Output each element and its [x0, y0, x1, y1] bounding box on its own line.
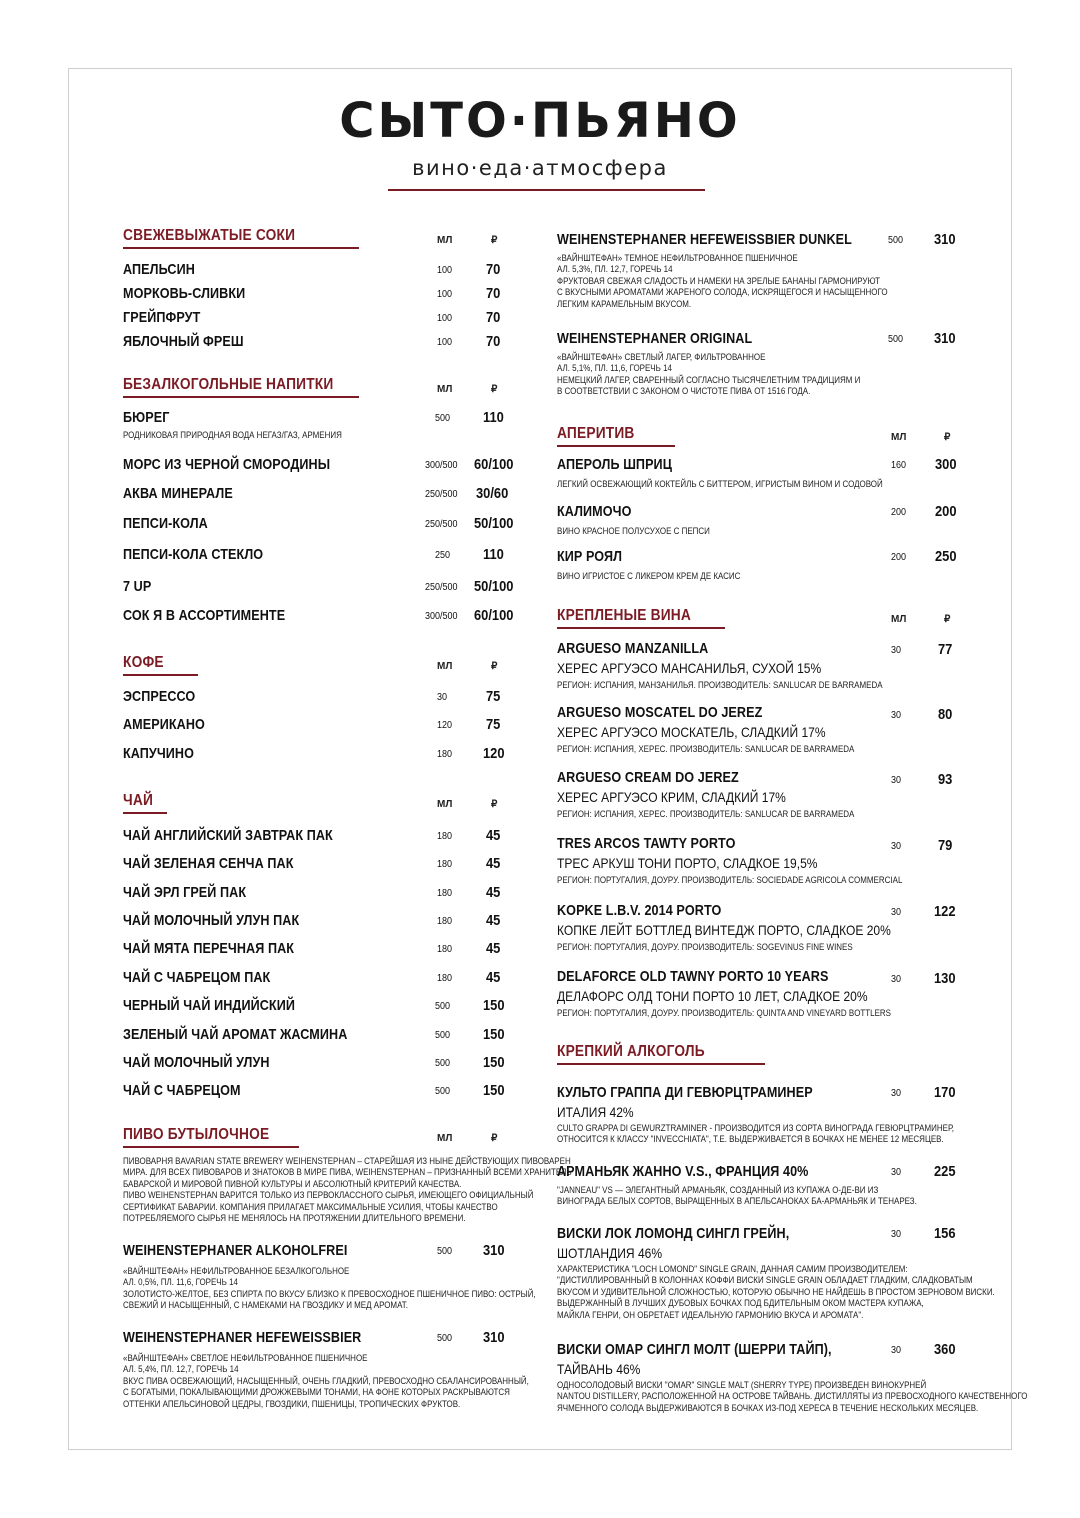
- menu-item: [123, 409, 384, 441]
- item-price: 50/100: [474, 515, 514, 532]
- item-volume: 180: [437, 749, 453, 760]
- menu-item: [123, 456, 370, 474]
- item-description: РЕГИОН: ПОРТУГАЛИЯ, ДОУРУ. ПРОИЗВОДИТЕЛЬ: QUINTA AND VINEYARD BOTTLERS: [557, 1008, 891, 1019]
- item-volume: 200: [891, 552, 907, 563]
- item-volume: 180: [437, 888, 453, 899]
- item-description: АЛ. 5,3%, ПЛ. 12,7, ГОРЕЧЬ 14: [557, 264, 673, 276]
- col-rub-header: ₽: [944, 614, 951, 625]
- item-description: "ДИСТИЛЛИРОВАННЫЙ В КОЛОННАХ КОФФИ ВИСКИ SINGLE GRAIN ОБЛАДАЕТ ГЛАДКИМ, СЛАДКОВАТЫМ: [557, 1275, 973, 1287]
- section-underline: [123, 1146, 299, 1148]
- section-title: СВЕЖЕВЫЖАТЫЕ СОКИ: [123, 227, 296, 244]
- item-description: NANTOU DISTILLERY, РАСПОЛОЖЕННОЙ НА ОСТРОВЕ ТАЙВАНЬ. ДИСТИЛЛЯТЫ ИЗ ПРЕВОСХОДНОГО КАЧЕСТВЕННОГО: [557, 1391, 1028, 1403]
- item-volume: 500: [437, 1246, 453, 1257]
- item-price: 45: [486, 827, 501, 844]
- item-name: ARGUESO MOSCATEL DO JEREZ: [557, 704, 763, 721]
- item-description: РЕГИОН: ИСПАНИЯ, МАНЗАНИЛЬЯ. ПРОИЗВОДИТЕЛЬ: SANLUCAR DE BARRAMEDA: [557, 680, 883, 691]
- item-price: 170: [934, 1084, 956, 1101]
- col-rub-header: ₽: [491, 235, 498, 246]
- menu-item: [557, 1225, 1078, 1321]
- item-volume: 30: [891, 1167, 902, 1178]
- item-name: ПЕПСИ-КОЛА: [123, 515, 208, 532]
- item-name: ЧАЙ С ЧАБРЕЦОМ ПАК: [123, 969, 271, 986]
- item-volume: 300/500: [425, 460, 458, 471]
- item-volume: 100: [437, 313, 453, 324]
- menu-item: [123, 745, 208, 763]
- col-ml-header: МЛ: [437, 799, 453, 810]
- item-name: ЗЕЛЕНЫЙ ЧАЙ АРОМАТ ЖАСМИНА: [123, 1026, 348, 1043]
- section-underline: [123, 674, 198, 676]
- item-name: СОК Я В АССОРТИМЕНТЕ: [123, 607, 286, 624]
- item-volume: 30: [891, 775, 902, 786]
- menu-item: [123, 912, 333, 930]
- item-volume: 300/500: [425, 611, 458, 622]
- item-name: ГРЕЙПФРУТ: [123, 309, 201, 326]
- item-price: 45: [486, 855, 501, 872]
- item-name: ЧАЙ МЯТА ПЕРЕЧНАЯ ПАК: [123, 940, 295, 957]
- item-description: CULTO GRAPPA DI GEWURZTRAMINER - ПРОИЗВОДИТСЯ ИЗ СОРТА ВИНОГРАДА ГЕВЮРЦТРАМИНЕР,: [557, 1123, 954, 1134]
- item-description: «ВАЙНШТЕФАН» СВЕТЛЫЙ ЛАГЕР, ФИЛЬТРОВАННОЕ: [557, 352, 766, 363]
- intro-line: ПИВОВАРНЯ BAVARIAN STATE BREWERY WEIHENSTEPHAN – СТАРЕЙШАЯ ИЗ НЫНЕ ДЕЙСТВУЮЩИХ ПИВОВАРЕН: [123, 1156, 571, 1167]
- item-name: ЧЕРНЫЙ ЧАЙ ИНДИЙСКИЙ: [123, 997, 295, 1014]
- item-price: 225: [934, 1163, 956, 1180]
- item-price: 70: [486, 261, 501, 278]
- section-title: КОФЕ: [123, 654, 164, 671]
- menu-item: [557, 548, 775, 582]
- item-price: 50/100: [474, 578, 514, 595]
- item-name: 7 UP: [123, 578, 152, 595]
- col-ml-header: МЛ: [437, 384, 453, 395]
- item-volume: 250/500: [425, 582, 458, 593]
- item-description: «ВАЙНШТЕФАН» НЕФИЛЬТРОВАННОЕ БЕЗАЛКОГОЛЬНОЕ: [123, 1266, 350, 1277]
- item-price: 70: [486, 309, 501, 326]
- item-price: 310: [483, 1329, 505, 1346]
- menu-item: [123, 855, 326, 873]
- item-price: 30/60: [476, 485, 509, 502]
- menu-item: [123, 997, 328, 1015]
- col-rub-header: ₽: [491, 384, 498, 395]
- item-price: 150: [483, 1054, 505, 1071]
- item-name: МОРС ИЗ ЧЕРНОЙ СМОРОДИНЫ: [123, 456, 331, 473]
- col-rub-header: ₽: [491, 661, 498, 672]
- item-volume: 30: [437, 692, 448, 703]
- item-price: 110: [483, 546, 504, 563]
- item-description: ЛЕГКИЙ ОСВЕЖАЮЩИЙ КОКТЕЙЛЬ С БИТТЕРОМ, ИГРИСТЫМ ВИНОМ И СОДОВОЙ: [557, 479, 883, 490]
- item-price: 75: [486, 716, 501, 733]
- item-description: ОТНОСИТСЯ К КЛАССУ "INVECCHIATA", Т.Е. ВЫДЕРЖИВАЕТСЯ В БОЧКАХ НЕ МЕНЕЕ 12 МЕСЯЦЕВ.: [557, 1134, 944, 1146]
- menu-item: [123, 607, 316, 625]
- item-name: DELAFORCE OLD TAWNY PORTO 10 YEARS: [557, 968, 829, 985]
- item-volume: 30: [891, 1088, 902, 1099]
- item-description: ЛЕГКИМ КАРАМЕЛЬНЫМ ВКУСОМ.: [557, 298, 692, 310]
- item-volume: 180: [437, 916, 453, 927]
- item-price: 310: [934, 330, 956, 347]
- item-volume: 160: [891, 460, 907, 471]
- menu-item: [557, 640, 945, 691]
- intro-line: ПОТРЕБЛЯЕМОГО СЫРЬЯ НЕ МЕНЯЛОСЬ НА ПРОТЯЖЕНИИ ДЛИТЕЛЬНОГО ВРЕМЕНИ.: [123, 1213, 466, 1225]
- item-volume: 30: [891, 1345, 902, 1356]
- item-subtitle: ХЕРЕС АРГУЭСО КРИМ, СЛАДКИЙ 17%: [557, 789, 786, 805]
- item-price: 150: [483, 997, 505, 1014]
- item-volume: 120: [437, 720, 453, 731]
- item-name: ЧАЙ С ЧАБРЕЦОМ: [123, 1082, 241, 1099]
- item-name: TRES ARCOS TAWTY PORTO: [557, 835, 736, 852]
- menu-item: [123, 940, 327, 958]
- item-volume: 200: [891, 507, 907, 518]
- menu-item: [557, 769, 911, 820]
- item-name: КАЛИМОЧО: [557, 503, 632, 520]
- item-volume: 500: [888, 334, 904, 345]
- menu-item: [557, 330, 918, 398]
- col-ml-header: МЛ: [891, 432, 907, 443]
- item-volume: 500: [435, 1001, 451, 1012]
- item-volume: 30: [891, 974, 902, 985]
- item-price: 250: [935, 548, 957, 565]
- item-price: 130: [934, 970, 956, 987]
- item-volume: 500: [435, 413, 451, 424]
- menu-item: [123, 884, 270, 902]
- item-price: 310: [483, 1242, 505, 1259]
- menu-item: [123, 285, 269, 303]
- menu-item: [123, 578, 157, 596]
- item-price: 75: [486, 688, 501, 705]
- section-title: ПИВО БУТЫЛОЧНОЕ: [123, 1126, 270, 1143]
- col-rub-header: ₽: [944, 432, 951, 443]
- item-name: КАПУЧИНО: [123, 745, 195, 762]
- item-description: РОДНИКОВАЯ ПРИРОДНАЯ ВОДА НЕГАЗ/ГАЗ, АРМЕНИЯ: [123, 430, 342, 441]
- item-description: "JANNEAU" VS — ЭЛЕГАНТНЫЙ АРМАНЬЯК, СОЗДАННЫЙ ИЗ КУПАЖА О-ДЕ-ВИ ИЗ: [557, 1185, 879, 1196]
- intro-line: СЕРТИФИКАТ БАВАРИИ. КОМПАНИЯ ПРИЛАГАЕТ МАКСИМАЛЬНЫЕ УСИЛИЯ, ЧТОБЫ КАЧЕСТВО: [123, 1201, 498, 1213]
- item-name: ЧАЙ ЗЕЛЕНАЯ СЕНЧА ПАК: [123, 855, 294, 872]
- section-spirits: [557, 1043, 765, 1065]
- item-subtitle: КОПКЕ ЛЕЙТ БОТТЛЕД ВИНТЕДЖ ПОРТО, СЛАДКОЕ 20%: [557, 922, 891, 938]
- item-name: WEIHENSTEPHANER ALKOHOLFREI: [123, 1242, 348, 1259]
- item-subtitle: ХЕРЕС АРГУЭСО МАНСАНИЛЬЯ, СУХОЙ 15%: [557, 660, 822, 676]
- item-volume: 250: [435, 550, 451, 561]
- item-price: 45: [486, 912, 501, 929]
- item-description: ФРУКТОВАЯ СВЕЖАЯ СЛАДОСТЬ И НАМЕКИ НА ЗРЕЛЫЕ БАНАНЫ ГАРМОНИРУЮТ: [557, 275, 880, 287]
- item-description: В СООТВЕТСТВИИ С ЗАКОНОМ О ЧИСТОТЕ ПИВА ОТ 1516 ГОДА.: [557, 386, 811, 398]
- section-juices: [123, 227, 359, 249]
- item-price: 60/100: [474, 607, 514, 624]
- menu-item: [557, 835, 968, 886]
- item-subtitle: ДЕЛАФОРС ОЛД ТОНИ ПОРТО 10 ЛЕТ, СЛАДКОЕ 20%: [557, 988, 868, 1004]
- item-volume: 500: [435, 1086, 451, 1097]
- section-tea: [123, 792, 167, 814]
- item-price: 60/100: [474, 456, 514, 473]
- intro-line: ПИВО WEIHENSTEPHAN ВАРИТСЯ ТОЛЬКО ИЗ ПЕРВОКЛАССНОГО СЫРЬЯ, ИМЕЮЩЕГО ОФИЦИАЛЬНЫЙ: [123, 1190, 534, 1202]
- menu-item: [123, 546, 290, 564]
- item-price: 110: [483, 409, 504, 426]
- item-name: WEIHENSTEPHANER ORIGINAL: [557, 330, 753, 347]
- item-description: С ВКУСНЫМИ АРОМАТАМИ ЖАРЕНОГО СОЛОДА, ИСКРЯЩЕГОСЯ И НАСЫЩЕННОГО: [557, 287, 888, 299]
- item-description: ЯЧМЕННОГО СОЛОДА ВЫДЕРЖИВАЮТСЯ В БОЧКАХ ИЗ-ПОД ХЕРЕСА В ТЕЧЕНИЕ НЕСКОЛЬКИХ МЕСЯЦЕВ.: [557, 1402, 979, 1414]
- section-underline: [557, 627, 725, 629]
- item-name: ВИСКИ ЛОК ЛОМОНД СИНГЛ ГРЕЙН,: [557, 1225, 790, 1242]
- menu-item: [123, 1329, 606, 1410]
- menu-item: [123, 688, 209, 706]
- item-name: КУЛЬТО ГРАППА ДИ ГЕВЮРЦТРАМИНЕР: [557, 1084, 813, 1101]
- item-description: РЕГИОН: ПОРТУГАЛИЯ, ДОУРУ. ПРОИЗВОДИТЕЛЬ: SOGEVINUS FINE WINES: [557, 942, 853, 953]
- item-volume: 30: [891, 907, 902, 918]
- section-title: КРЕПЛЕНЫЕ ВИНА: [557, 607, 691, 624]
- item-volume: 100: [437, 289, 453, 300]
- item-description: ВИНО ИГРИСТОЕ С ЛИКЕРОМ КРЕМ ДЕ КАСИС: [557, 571, 741, 582]
- item-description: ОДНОСОЛОДОВЫЙ ВИСКИ "OMAR" SINGLE MALT (SHERRY TYPE) ПРОИЗВЕДЕН ВИНОКУРНЕЙ: [557, 1380, 927, 1391]
- item-name: ЧАЙ МОЛОЧНЫЙ УЛУН ПАК: [123, 912, 300, 929]
- section-underline: [123, 247, 359, 249]
- section-underline: [557, 1063, 765, 1065]
- item-volume: 30: [891, 645, 902, 656]
- item-volume: 250/500: [425, 489, 458, 500]
- section-title: КРЕПКИЙ АЛКОГОЛЬ: [557, 1043, 705, 1060]
- item-name: ARGUESO CREAM DO JEREZ: [557, 769, 739, 786]
- item-price: 93: [938, 771, 953, 788]
- item-name: ARGUESO MANZANILLA: [557, 640, 709, 657]
- item-price: 70: [486, 333, 501, 350]
- item-price: 45: [486, 940, 501, 957]
- menu-item: [123, 485, 254, 503]
- item-volume: 180: [437, 831, 453, 842]
- item-volume: 100: [437, 337, 453, 348]
- item-name: КИР РОЯЛ: [557, 548, 623, 565]
- item-description: РЕГИОН: ИСПАНИЯ, ХЕРЕС. ПРОИЗВОДИТЕЛЬ: SANLUCAR DE BARRAMEDA: [557, 809, 855, 820]
- item-price: 122: [934, 903, 956, 920]
- section-aperitif: [557, 425, 675, 447]
- item-price: 77: [938, 641, 953, 658]
- item-description: АЛ. 0,5%, ПЛ. 11,6, ГОРЕЧЬ 14: [123, 1277, 238, 1289]
- item-name: WEIHENSTEPHANER HEFEWEISSBIER: [123, 1329, 362, 1346]
- col-ml-header: МЛ: [437, 1133, 453, 1144]
- item-price: 45: [486, 969, 501, 986]
- item-price: 200: [935, 503, 957, 520]
- item-price: 79: [938, 837, 953, 854]
- item-description: ВИНОГРАДА БЕЛЫХ СОРТОВ, ВЫРАЩЕННЫХ В АПЕЛЬСАНОКАХ БА-АРМАНЬЯК И ТЕНАРЕЗ.: [557, 1196, 917, 1208]
- item-name: ВИСКИ ОМАР СИНГЛ МОЛТ (ШЕРРИ ТАЙП),: [557, 1341, 832, 1358]
- item-description: «ВАЙНШТЕФАН» ТЕМНОЕ НЕФИЛЬТРОВАННОЕ ПШЕНИЧНОЕ: [557, 253, 798, 264]
- menu-item: [123, 333, 267, 351]
- item-volume: 500: [435, 1030, 451, 1041]
- menu-item: [123, 827, 373, 845]
- menu-item: [557, 1341, 1080, 1414]
- section-underline: [123, 396, 359, 398]
- item-price: 120: [483, 745, 505, 762]
- section-fortified-wines: [557, 607, 725, 629]
- item-description: ОТТЕНКИ АПЕЛЬСИНОВОЙ ЦЕДРЫ, ГВОЗДИКИ, ПШЕНИЦЫ, ТРОПИЧЕСКИХ ФРУКТОВ.: [123, 1398, 461, 1410]
- col-rub-header: ₽: [491, 799, 498, 810]
- item-name: ЧАЙ АНГЛИЙСКИЙ ЗАВТРАК ПАК: [123, 827, 333, 844]
- item-description: МАЙКЛА ГЕНРИ, ОН ОБРЕТАЕТ ИДЕАЛЬНУЮ ГАРМОНИЮ ВКУСА И АРОМАТА".: [557, 1309, 864, 1321]
- item-price: 300: [935, 456, 957, 473]
- menu-item: [123, 515, 224, 533]
- item-price: 70: [486, 285, 501, 302]
- item-name: ЭСПРЕССО: [123, 688, 196, 705]
- item-price: 150: [483, 1082, 505, 1099]
- item-description: РЕГИОН: ИСПАНИЯ, ХЕРЕС. ПРОИЗВОДИТЕЛЬ: SANLUCAR DE BARRAMEDA: [557, 744, 855, 755]
- intro-line: МИРА. ДЛЯ ВСЕХ ПИВОВАРОВ И ЗНАТОКОВ В МИРЕ ПИВА, WEIHENSTEPHAN – ПРИЗНАННЫЙ ВСЕМИ ХРАНИТЕЛЬ: [123, 1167, 572, 1179]
- section-soft-drinks: [123, 376, 359, 398]
- item-volume: 30: [891, 710, 902, 721]
- logo-underline: [388, 189, 705, 191]
- menu-item: [557, 456, 945, 490]
- item-price: 360: [934, 1341, 956, 1358]
- item-name: ПЕПСИ-КОЛА СТЕКЛО: [123, 546, 264, 563]
- item-description: ВЫДЕРЖАННЫЙ В ЛУЧШИХ ДУБОВЫХ БОЧКАХ ПОД БДИТЕЛЬНЫМ ОКОМ МАСТЕРА КУПАЖА,: [557, 1298, 924, 1310]
- item-price: 80: [938, 706, 953, 723]
- item-description: РЕГИОН: ПОРТУГАЛИЯ, ДОУРУ. ПРОИЗВОДИТЕЛЬ: SOCIEDADE AGRICOLA COMMERCIAL: [557, 875, 903, 886]
- menu-item: [123, 1026, 390, 1044]
- item-volume: 30: [891, 1229, 902, 1240]
- col-rub-header: ₽: [491, 1133, 498, 1144]
- item-description: АЛ. 5,1%, ПЛ. 11,6, ГОРЕЧЬ 14: [557, 363, 672, 375]
- col-ml-header: МЛ: [437, 235, 453, 246]
- item-description: С БОГАТЫМИ, ПОКАЛЫВАЮЩИМИ ДРОЖЖЕВЫМИ ТОНАМИ, НА ФОНЕ КОТОРЫХ РАСКРЫВАЮТСЯ: [123, 1387, 510, 1399]
- item-description: АЛ. 5,4%, ПЛ. 12,7, ГОРЕЧЬ 14: [123, 1364, 239, 1376]
- col-ml-header: МЛ: [437, 661, 453, 672]
- item-price: 45: [486, 884, 501, 901]
- menu-item: [557, 503, 739, 537]
- menu-item: [123, 969, 298, 987]
- menu-item: [557, 704, 911, 755]
- item-name: БЮРЕГ: [123, 409, 170, 426]
- item-description: ВКУС ПИВА ОСВЕЖАЮЩИЙ, НАСЫЩЕННЫЙ, ОЧЕНЬ ГЛАДКИЙ, ПРЕВОСХОДНО СБАЛАНСИРОВАННЫЙ,: [123, 1375, 529, 1387]
- item-subtitle: ТАЙВАНЬ 46%: [557, 1361, 641, 1377]
- item-subtitle: ШОТЛАНДИЯ 46%: [557, 1245, 663, 1261]
- item-volume: 180: [437, 944, 453, 955]
- item-subtitle: ТРЕС АРКУШ ТОНИ ПОРТО, СЛАДКОЕ 19,5%: [557, 855, 818, 871]
- item-name: KOPKE L.B.V. 2014 PORTO: [557, 902, 722, 919]
- item-name: WEIHENSTEPHANER HEFEWEISSBIER DUNKEL: [557, 231, 852, 248]
- item-volume: 180: [437, 973, 453, 984]
- item-volume: 250/500: [425, 519, 458, 530]
- item-name: АПЕЛЬСИН: [123, 261, 195, 278]
- menu-item: [557, 1084, 1030, 1146]
- item-description: ХАРАКТЕРИСТИКА "LOCH LOMOND" SINGLE GRAIN, ДАННАЯ САМИМ ПРОИЗВОДИТЕЛЕМ:: [557, 1264, 908, 1275]
- item-name: ЧАЙ ЭРЛ ГРЕЙ ПАК: [123, 884, 247, 901]
- item-description: НЕМЕЦКИЙ ЛАГЕР, СВАРЕННЫЙ СОГЛАСНО ТЫСЯЧЕЛЕТНИМ ТРАДИЦИЯМ И: [557, 374, 861, 386]
- item-subtitle: ХЕРЕС АРГУЭСО МОСКАТЕЛЬ, СЛАДКИЙ 17%: [557, 724, 826, 740]
- menu-item: [123, 309, 215, 327]
- intro-line: БАВАРСКОЙ И МИРОВОЙ ПИВНОЙ КУЛЬТУРЫ И АБСОЛЮТНЫЙ КРИТЕРИЙ КАЧЕСТВА.: [123, 1178, 462, 1190]
- section-title: АПЕРИТИВ: [557, 425, 635, 442]
- brand-tagline: вино·еда·атмосфера: [412, 156, 668, 180]
- menu-item: [557, 902, 945, 953]
- item-name: АКВА МИНЕРАЛЕ: [123, 485, 233, 502]
- menu-item: [123, 716, 221, 734]
- item-name: ЯБЛОЧНЫЙ ФРЕШ: [123, 333, 244, 350]
- menu-item: [557, 1163, 985, 1208]
- item-name: ЧАЙ МОЛОЧНЫЙ УЛУН: [123, 1054, 270, 1071]
- menu-item: [123, 1054, 297, 1072]
- menu-item: [123, 1242, 614, 1312]
- menu-item: [123, 261, 209, 279]
- item-name: АРМАНЬЯК ЖАННО V.S., ФРАНЦИЯ 40%: [557, 1163, 809, 1180]
- item-volume: 500: [888, 235, 904, 246]
- item-price: 150: [483, 1026, 505, 1043]
- section-beer: [123, 1126, 299, 1148]
- section-title: ЧАЙ: [123, 792, 154, 809]
- item-volume: 180: [437, 859, 453, 870]
- item-description: ЗОЛОТИСТО-ЖЕЛТОЕ, БЕЗ СПИРТА ПО ВКУСУ БЛИЗКО К ПРЕВОСХОДНОЕ ПШЕНИЧНОЕ ПИВО: ОСТРЫЙ,: [123, 1288, 536, 1300]
- item-price: 156: [934, 1225, 956, 1242]
- item-name: МОРКОВЬ-СЛИВКИ: [123, 285, 246, 302]
- item-volume: 30: [891, 841, 902, 852]
- item-volume: 100: [437, 265, 453, 276]
- item-description: ВКУСОМ И УДИВИТЕЛЬНОЙ СЛОЖНОСТЬЮ, КОТОРУЮ ОБЫЧНО НЕ НАЙДЕШЬ В ПРОСТОМ ЗЕРНОВОМ ВИСКИ.: [557, 1286, 995, 1298]
- item-description: «ВАЙНШТЕФАН» СВЕТЛОЕ НЕФИЛЬТРОВАННОЕ ПШЕНИЧНОЕ: [123, 1353, 368, 1364]
- item-volume: 500: [437, 1333, 453, 1344]
- section-title: БЕЗАЛКОГОЛЬНЫЕ НАПИТКИ: [123, 376, 334, 393]
- item-name: АМЕРИКАНО: [123, 716, 205, 733]
- item-description: ВИНО КРАСНОЕ ПОЛУСУХОЕ С ПЕПСИ: [557, 526, 710, 537]
- item-volume: 500: [435, 1058, 451, 1069]
- item-description: СВЕЖИЙ И НАСЫЩЕННЫЙ, С НАМЕКАМИ НА ГВОЗДИКУ И МЕД АРОМАТ.: [123, 1300, 408, 1312]
- section-underline: [557, 445, 675, 447]
- item-price: 310: [934, 231, 956, 248]
- section-underline: [123, 812, 167, 814]
- section-coffee: [123, 654, 198, 676]
- menu-item: [123, 1082, 263, 1100]
- item-subtitle: ИТАЛИЯ 42%: [557, 1104, 634, 1120]
- item-name: АПЕРОЛЬ ШПРИЦ: [557, 456, 673, 473]
- brand-logo: СЫТО·ПЬЯНО: [339, 93, 741, 149]
- col-ml-header: МЛ: [891, 614, 907, 625]
